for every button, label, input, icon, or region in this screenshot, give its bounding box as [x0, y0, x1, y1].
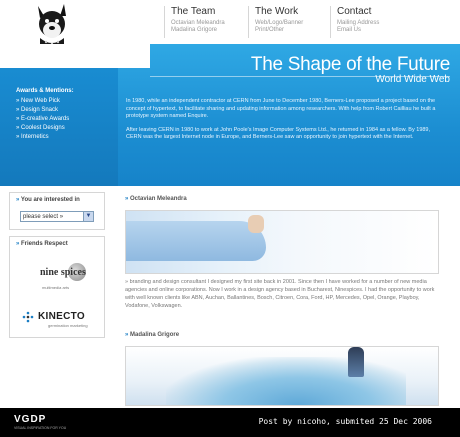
intro-text [126, 98, 444, 148]
nav-title-contact[interactable]: Contact [337, 6, 372, 17]
arrow-icon: » [125, 332, 129, 338]
dog-mascot-icon [30, 2, 76, 48]
arrow-icon: » [16, 241, 20, 247]
interest-box [9, 192, 105, 230]
interest-select[interactable] [20, 211, 94, 222]
member-heading-madalina[interactable] [125, 332, 179, 338]
photo-figure-shape [348, 347, 364, 377]
footer-bar [0, 408, 460, 437]
interest-heading-label: You are interested in [20, 197, 80, 203]
photo-hand-shape [248, 215, 264, 233]
nav-the-work[interactable] [248, 6, 303, 38]
intro-paragraph-2: After leaving CERN in 1980 to work at John Poole's Image Computer Systems Ltd., he returned in 1984 as a fellow. By 1989, CERN was the largest Internet node in Europe, and Berners-Lee saw an opportunity to join hypertext with the Internet. [126, 126, 431, 140]
kinecto-mark-icon [22, 311, 34, 323]
nav-title-the-team[interactable]: The Team [171, 6, 216, 17]
chevron-down-icon[interactable]: ▼ [83, 212, 93, 221]
nine-spices-name: nine spices [40, 267, 86, 278]
intro-paragraph-1: In 1980, while an independent contractor at CERN from June to December 1980, Berners-Lee proposed a project based on the concept of hypertext, to facilitate sharing and updating information among researchers. With help from Robert Cailliau he built a prototype system named Enquire. [126, 98, 436, 119]
friends-heading-label: Friends Respect [21, 241, 68, 247]
nine-spices-logo[interactable] [30, 261, 92, 291]
hero-tagline: The Shape of the Future [250, 54, 450, 75]
awards-heading: Awards & Mentions: [16, 88, 74, 94]
octavian-photo [125, 210, 439, 274]
member-name-octavian: Octavian Meleandra [130, 196, 187, 202]
friends-heading [10, 237, 104, 247]
awards-list [16, 88, 114, 142]
octavian-bio: » branding and design consultant I designed my first site back in 2001. Since then I have worked for a number of new media agencies and online corporations. Now I work in a design agency based in Bucharest, Ninespices. I had the opportunity to work with well known clients like ABN, Auchan, Ballantines, Bosch, Citroen, Cora, Ford, HP, Mercedes, Opel, Orange, Playboy, Vodafone, Volkswagen. [125, 279, 435, 309]
nav-link-print-other[interactable]: Print/Other [255, 27, 285, 33]
member-heading-octavian[interactable] [125, 196, 187, 202]
nav-contact[interactable] [330, 6, 379, 38]
post-credit: Post by nicoho, submited 25 Dec 2006 [258, 417, 432, 426]
award-link-e-creative[interactable]: » E-creative Awards [16, 116, 70, 122]
nav-link-octavian[interactable]: Octavian Meleandra [171, 20, 225, 26]
madalina-photo [125, 346, 439, 406]
award-link-new-web-pick[interactable]: » New Web Pick [16, 98, 60, 104]
nine-spices-sub: multimedia arts [42, 285, 70, 290]
hero-subline: World Wide Web [375, 74, 450, 85]
nav-link-madalina[interactable]: Madalina Grigore [171, 27, 218, 33]
award-link-design-snack[interactable]: » Design Snack [16, 107, 59, 113]
nav-link-email-us[interactable]: Email Us [337, 27, 362, 33]
photo-arm-shape [126, 221, 266, 261]
kinecto-name: KINECTO [38, 311, 85, 322]
logo-backdrop [0, 44, 150, 68]
nav-the-team[interactable] [164, 6, 225, 38]
hero-banner [0, 44, 460, 186]
interest-heading [10, 193, 104, 203]
nav-link-web-logo-banner[interactable]: Web/Logo/Banner [255, 20, 304, 26]
kinecto-logo[interactable] [22, 309, 102, 331]
nav-link-mailing-address[interactable]: Mailing Address [337, 20, 380, 26]
award-link-coolest-designs[interactable]: » Coolest Designs [16, 125, 65, 131]
arrow-icon: » [16, 197, 20, 203]
vgdp-logo[interactable]: VGDP [14, 414, 47, 425]
friends-box [9, 236, 105, 338]
kinecto-sub: germination marketing [48, 323, 88, 328]
vgdp-tagline: VISUAL INSPIRATION FOR YOU [14, 426, 67, 430]
photo-dress-shape [166, 357, 406, 406]
nav-title-the-work[interactable]: The Work [255, 6, 299, 17]
interest-select-value: please select » [23, 214, 64, 220]
arrow-icon: » [125, 196, 129, 202]
award-link-internetics[interactable]: » Internetics [16, 134, 49, 140]
member-name-madalina: Madalina Grigore [130, 332, 180, 338]
